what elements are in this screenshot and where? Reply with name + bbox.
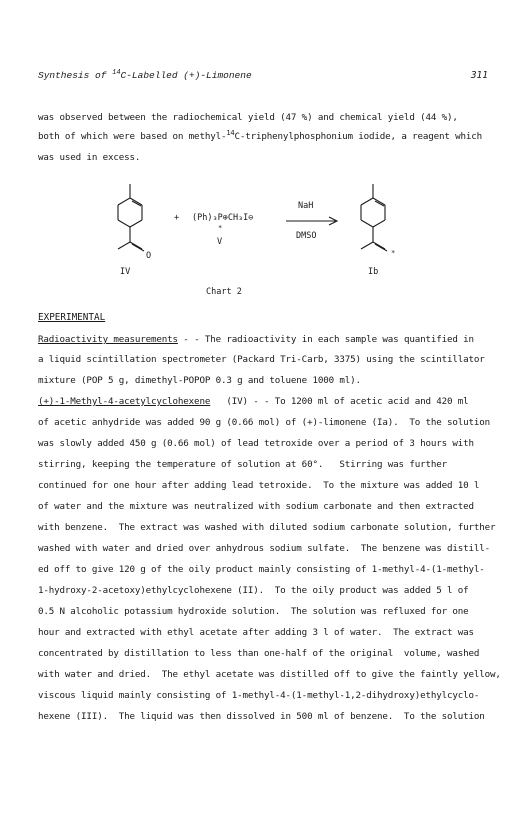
text-line: a liquid scintillation spectrometer (Packard Tri-Carb, 3375) using the scintillator <box>38 354 485 365</box>
text-line: both of which were based on methyl-$^{14}$C-triphenylphosphonium iodide, a reagent which <box>38 129 483 142</box>
compound-label-iv: IV <box>120 267 131 277</box>
compound-iv-structure <box>118 184 144 251</box>
wittig-reagent: (Ph)₃P⊕CH₃I⊖ <box>192 213 254 223</box>
oxygen-label: O <box>146 251 152 261</box>
page-number: 311 <box>470 70 488 81</box>
text-line: concentrated by distillation to less than one-half of the original volume, washed <box>38 648 480 659</box>
condition-dmso: DMSO <box>296 231 317 241</box>
plus-sign: + <box>174 213 180 223</box>
reagent-label-v: V <box>217 237 223 247</box>
text-line: was used in excess. <box>38 152 141 163</box>
text-line: Radioactivity measurements - - The radioactivity in each sample was quantified in <box>38 334 474 345</box>
reagent-star: * <box>218 224 223 232</box>
text-line: hexene (III). The liquid was then dissolved in 500 ml of benzene. To the solution <box>38 711 485 722</box>
text-line: was slowly added 450 g (0.66 mol) of lead tetroxide over a period of 3 hours with <box>38 438 474 449</box>
text-line: mixture (POP 5 g, dimethyl-POPOP 0.3 g and toluene 1000 ml). <box>38 375 361 386</box>
chart-caption: Chart 2 <box>206 287 242 297</box>
running-title: Synthesis of $^{14}$C-Labelled (+)-Limonene <box>38 69 252 81</box>
text-line: with water and dried. The ethyl acetate was distilled off to give the faintly yellow, <box>38 669 501 680</box>
running-header <box>38 70 488 88</box>
label-star: * <box>391 249 396 257</box>
text-line: was observed between the radiochemical yield (47 %) and chemical yield (44 %), <box>38 112 458 123</box>
compound-ib-structure <box>361 184 387 251</box>
text-line: ed off to give 120 g of the oily product mainly consisting of 1-methyl-4-(1-methyl- <box>38 564 485 575</box>
compound-label-ib: Ib <box>368 267 379 277</box>
text-line: 0.5 N alcoholic potassium hydroxide solution. The solution was refluxed for one <box>38 606 469 617</box>
text-line: of acetic anhydride was added 90 g (0.66 mol) of (+)-limonene (Ia). To the solution <box>38 417 491 428</box>
text-line: stirring, keeping the temperature of solution at 60°. Stirring was further <box>38 459 447 470</box>
reaction-scheme <box>100 182 440 300</box>
text-line: of water and the mixture was neutralized with sodium carbonate and then extracted <box>38 501 474 512</box>
text-line: with benzene. The extract was washed with diluted sodium carbonate solution, further <box>38 522 496 533</box>
text-line: 1-hydroxy-2-acetoxy)ethylcyclohexene (II). To the oily product was added 5 l of <box>38 585 469 596</box>
section-heading: EXPERIMENTAL <box>38 312 106 323</box>
condition-nah: NaH <box>298 201 314 211</box>
text-line: hour and extracted with ethyl acetate after adding 3 l of water. The extract was <box>38 627 474 638</box>
text-line: washed with water and dried over anhydrous sodium sulfate. The benzene was distill- <box>38 543 491 554</box>
text-line: viscous liquid mainly consisting of 1-methyl-4-(1-methyl-1,2-dihydroxy)ethylcyclo- <box>38 690 480 701</box>
text-line: (+)-1-Methyl-4-acetylcyclohexene (IV) - - To 1200 ml of acetic acid and 420 ml <box>38 396 469 407</box>
text-line: continued for one hour after adding lead tetroxide. To the mixture was added 10 l <box>38 480 480 491</box>
